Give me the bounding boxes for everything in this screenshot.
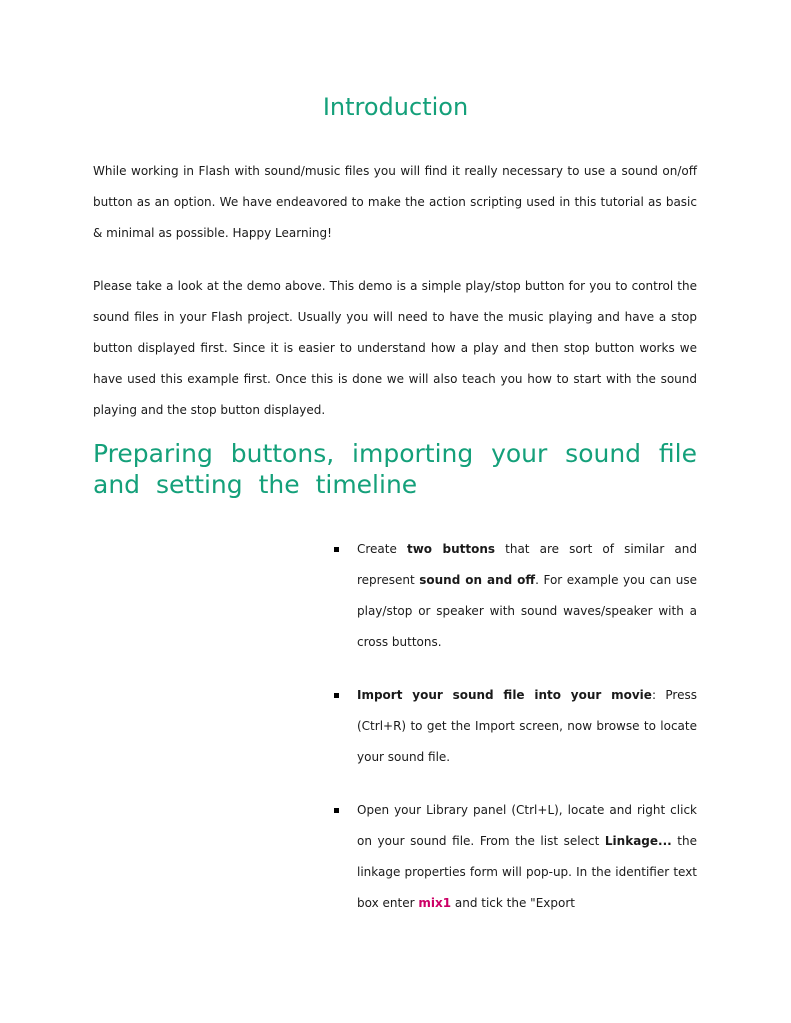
list-item [332, 795, 697, 919]
list-item [332, 534, 697, 658]
step-text: and tick the "Export [451, 896, 575, 910]
list-item [332, 680, 697, 773]
step-text: : Press (Ctrl+R) to get the Import screen, now browse to locate your sound file. [357, 688, 697, 764]
step-bold: Import your sound file into your movie [357, 688, 652, 702]
step-bold: Linkage... [604, 834, 672, 848]
step-text: the linkage properties form will pop-up. In the identifier text box enter [357, 834, 697, 910]
identifier-highlight: mix1 [418, 896, 452, 910]
intro-paragraph-2: Please take a look at the demo above. This demo is a simple play/stop button for you to control the sound files in your Flash project. Usually you will need to have the music playing and have a stop button displayed first. Since it is easier to understand how a play and then stop button works we have used this example first. Once this is done we will also teach you how to start with the sound playing and the stop button displayed. [93, 279, 697, 417]
intro-paragraph-1: While working in Flash with sound/music files you will find it really necessary to use a sound on/off button as an option. We have endeavored to make the action scripting used in this tutorial as basic & minimal as possible. Happy Learning! [93, 164, 697, 240]
step-text: Open your Library panel (Ctrl+L), locate and right click on your sound file. From the list select [357, 803, 697, 848]
step-bold: two buttons [406, 542, 496, 556]
step-text: . For example you can use play/stop or speaker with sound waves/speaker with a cross buttons. [357, 573, 698, 649]
bullet-icon [334, 547, 339, 552]
step-text: Create [357, 542, 407, 556]
step-text: that are sort of similar and represent [357, 542, 697, 587]
bullet-icon [334, 693, 339, 698]
step-bold: sound on and off [419, 573, 536, 587]
steps-list [332, 534, 697, 941]
bullet-icon [334, 808, 339, 813]
section-heading: Preparing buttons, importing your sound file and setting the timeline [93, 439, 697, 499]
introduction-heading: Introduction [322, 93, 469, 121]
